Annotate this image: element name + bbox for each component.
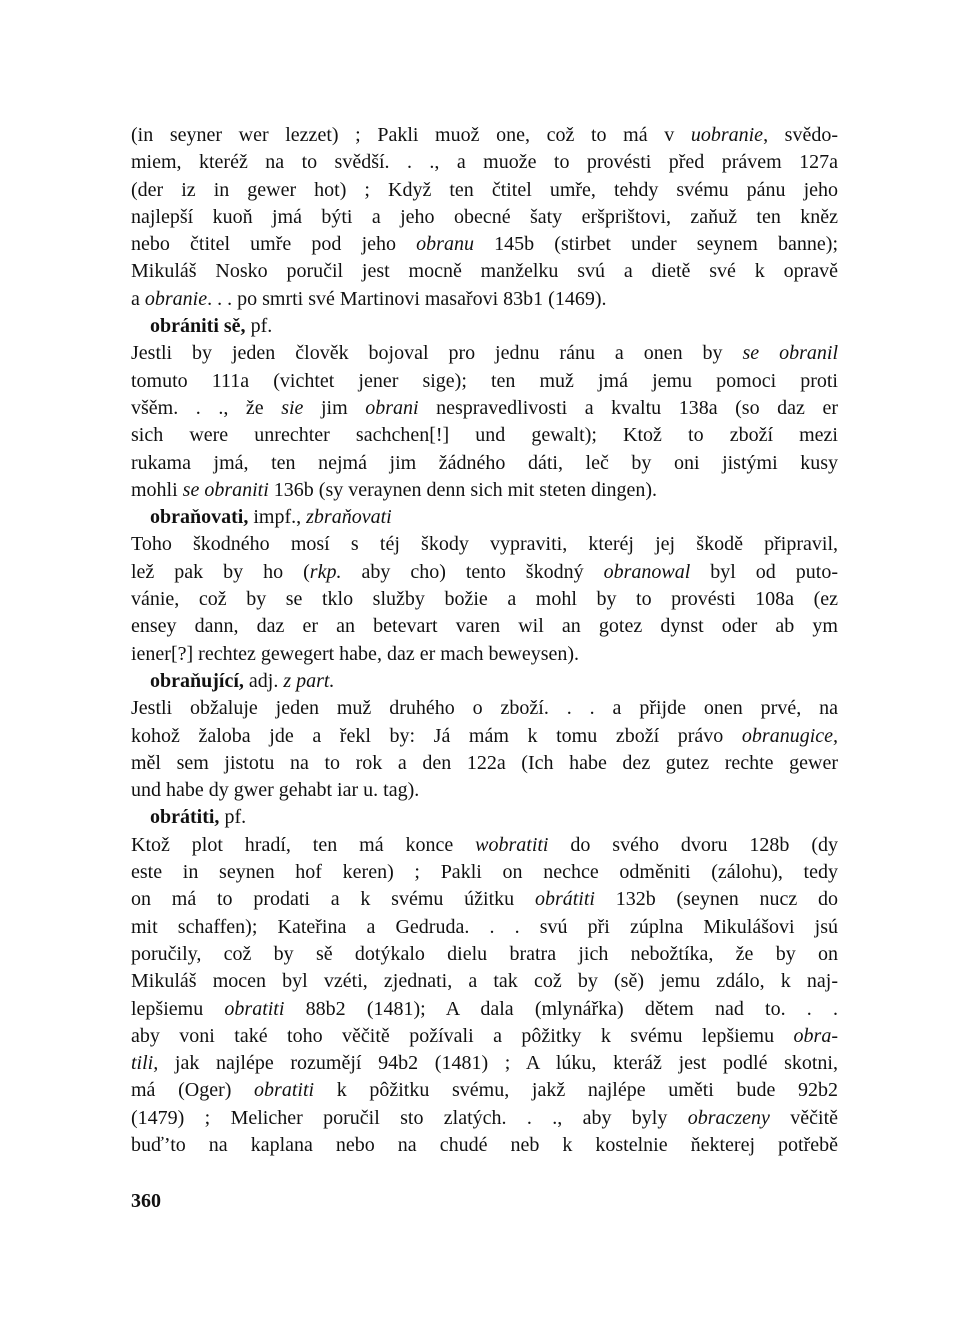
text-run: všěm. . ., že <box>131 396 282 419</box>
text-line <box>131 477 838 504</box>
text-run: do svého dvoru 128b (dy <box>548 833 838 856</box>
grammar-label: pf. <box>219 806 247 829</box>
text-run: Mikuláš Nosko poručil jest mocně manželku svú a dietě své k opravě <box>131 260 838 283</box>
text-run: rukama jmá, ten nejmá jim žádného dáti, leč by oni jistými kusy <box>131 451 838 474</box>
italic-run: uobranie <box>690 124 764 146</box>
italic-run: obranowal <box>603 560 691 583</box>
text-run: Toho škodného mosí s téj škody vypraviti, kteréj jej škodě připravil, <box>131 533 838 556</box>
text-run: lež pak by ho ( <box>131 560 310 583</box>
headword: obraňovati, <box>150 506 249 529</box>
text-run: 88b2 (1481); A dala (mlynářka) dětem nad to. . . <box>284 997 838 1020</box>
page-number: 360 <box>131 1190 161 1212</box>
text-run: buď’to na kaplana nebo na chudé neb k kostelnie ňekterej potřebě <box>131 1133 838 1156</box>
italic-run: tili, <box>131 1052 159 1075</box>
text-line <box>131 149 838 176</box>
text-line <box>131 777 838 804</box>
text-line <box>131 204 838 231</box>
text-run: ensey dann, daz er an betevart varen wil an gotez dynst oder ab ym <box>131 615 838 638</box>
text-line <box>131 641 838 668</box>
italic-run: obratiti <box>254 1079 315 1102</box>
text-line <box>131 1132 838 1159</box>
text-line <box>131 122 838 149</box>
text-run: byl od puto- <box>690 560 838 583</box>
text-line <box>131 450 838 477</box>
text-line <box>131 340 838 367</box>
italic-run: se obraniti <box>182 478 269 501</box>
text-line <box>131 231 838 258</box>
italic-run: wobratiti <box>475 833 549 856</box>
text-line <box>131 531 838 558</box>
variant-form: z part. <box>283 669 335 692</box>
text-run: 145b (stirbet under seynem banne); <box>473 233 838 256</box>
text-run: lepšiemu <box>131 997 225 1020</box>
text-run: (in seyner wer lezzet) ; Pakli muož one, což to má v <box>131 124 691 146</box>
text-run: 132b (seynen nucz do <box>594 888 839 911</box>
text-run: 136b (sy veraynen denn sich mit steten dingen). <box>268 478 658 501</box>
text-line <box>131 750 838 777</box>
text-line <box>131 996 838 1023</box>
text-run: a <box>131 287 145 310</box>
text-run: und habe dy gwer gehabt iar u. tag). <box>131 779 420 802</box>
text-line <box>131 695 838 722</box>
entry-headword-line <box>131 804 838 831</box>
italic-run: obranugice, <box>741 724 838 747</box>
italic-run: obranie <box>144 287 208 310</box>
italic-run: obrani <box>365 396 419 419</box>
italic-run: obrátiti <box>534 888 595 911</box>
text-line <box>131 941 838 968</box>
text-line <box>131 1105 838 1132</box>
text-run: nespravedlivosti a kvaltu 138a (so daz er <box>418 396 838 419</box>
text-line <box>131 723 838 750</box>
text-line <box>131 422 838 449</box>
headword: obrátiti, <box>150 806 220 829</box>
text-run: Jestli by jeden člověk bojoval pro jednu ránu a onen by <box>131 342 743 365</box>
text-line <box>131 1050 838 1077</box>
text-run: Jestli obžaluje jeden muž druhého o zboží. . . a přijde onen prvé, na <box>131 697 838 720</box>
text-run: aby voni také toho věčitě požívali a pôžitky k svému lepšiemu <box>131 1024 794 1047</box>
text-run: najlepší kuoň jmá býti a jeho obecné šaty eršprištovi, zaňuž ten kněz <box>131 205 838 228</box>
text-run: nebo čtitel umře pod jeho <box>131 233 417 256</box>
entry-headword-line <box>131 313 838 340</box>
text-run: on má to prodati a k svému úžitku <box>131 888 535 911</box>
text-run: iener[?] rechtez gewegert habe, daz er mach beweysen). <box>131 642 580 665</box>
italic-run: obratiti <box>224 997 285 1020</box>
text-line <box>131 177 838 204</box>
text-run: k pôžitku svému, jakž najlépe uměti bude 92b2 <box>314 1079 838 1102</box>
text-run: . . . po smrti své Martinovi masařovi 83b1 (1469). <box>207 287 607 310</box>
text-line <box>131 258 838 285</box>
text-run: (1479) ; Melicher poručil sto zlatých. . ., aby byly <box>131 1106 688 1129</box>
text-run: mohli <box>131 478 183 501</box>
text-line <box>131 886 838 913</box>
text-run: , svědo- <box>763 124 839 146</box>
headword: obrániti sě, <box>150 315 246 338</box>
text-line <box>131 968 838 995</box>
variant-form: zbraňovati <box>306 506 392 529</box>
text-run: este in seynen hof keren) ; Pakli on nechce odměniti (zálohu), tedy <box>131 861 838 884</box>
grammar-label: pf. <box>245 315 273 338</box>
text-run: (der iz in gewer hot) ; Když ten čtitel umře, tehdy svému pánu jeho <box>131 178 838 201</box>
text-line <box>131 832 838 859</box>
text-run: mit schaffen); Kateřina a Gedruda. . . svú při zúplna Mikulášovi jsú <box>131 915 838 938</box>
text-run: miem, kteréž na to svědší. . ., a muože to provésti před právem 127a <box>131 151 838 174</box>
italic-run: obra- <box>793 1024 838 1047</box>
text-run: kohož žaloba jde a řekl by: Já mám k tomu zboží právo <box>131 724 742 747</box>
text-line <box>131 286 838 313</box>
text-line <box>131 1077 838 1104</box>
text-run: Ktož plot hradí, ten má konce <box>131 833 476 856</box>
text-run: měl sem jistotu na to rok a den 122a (Ich habe dez gutez rechte gewer <box>131 751 838 774</box>
grammar-label: impf., <box>248 506 307 529</box>
italic-run: rkp. <box>309 560 342 583</box>
italic-run: se obranil <box>742 342 839 365</box>
text-run: poručily, což by sě dotýkalo dielu bratra jich nebožtíka, že by on <box>131 942 838 965</box>
text-line <box>131 613 838 640</box>
text-run: věčitě <box>769 1106 838 1129</box>
text-line <box>131 368 838 395</box>
entry-headword-line <box>131 668 838 695</box>
text-line <box>131 1023 838 1050</box>
dictionary-text-block <box>131 122 838 1159</box>
italic-run: sie <box>281 396 304 419</box>
text-line <box>131 586 838 613</box>
text-line <box>131 559 838 586</box>
text-line <box>131 914 838 941</box>
text-run: tomuto 111a (vichtet jener sige); ten muž jmá jemu pomoci proti <box>131 369 838 392</box>
text-run: jak najlépe rozumějí 94b2 (1481) ; A lúku, kteráž jest podlé skotni, <box>158 1052 838 1075</box>
text-run: sich were unrechter sachchen[!] und gewalt); Ktož to zboží mezi <box>131 424 838 447</box>
text-run: vánie, což by se tklo služby božie a mohl by to provésti 108a (ez <box>131 588 838 611</box>
italic-run: obranu <box>416 233 474 256</box>
grammar-label: adj. <box>243 669 284 692</box>
text-run: Mikuláš mocen byl vzéti, zjednati, a tak což by (sě) jemu zdálo, k naj- <box>131 970 838 993</box>
text-run: má (Oger) <box>131 1079 255 1102</box>
text-run: aby cho) tento škodný <box>341 560 604 583</box>
italic-run: obraczeny <box>687 1106 770 1129</box>
text-line <box>131 395 838 422</box>
text-line <box>131 859 838 886</box>
headword: obraňující, <box>150 669 244 692</box>
entry-headword-line <box>131 504 838 531</box>
text-run: jim <box>303 396 366 419</box>
